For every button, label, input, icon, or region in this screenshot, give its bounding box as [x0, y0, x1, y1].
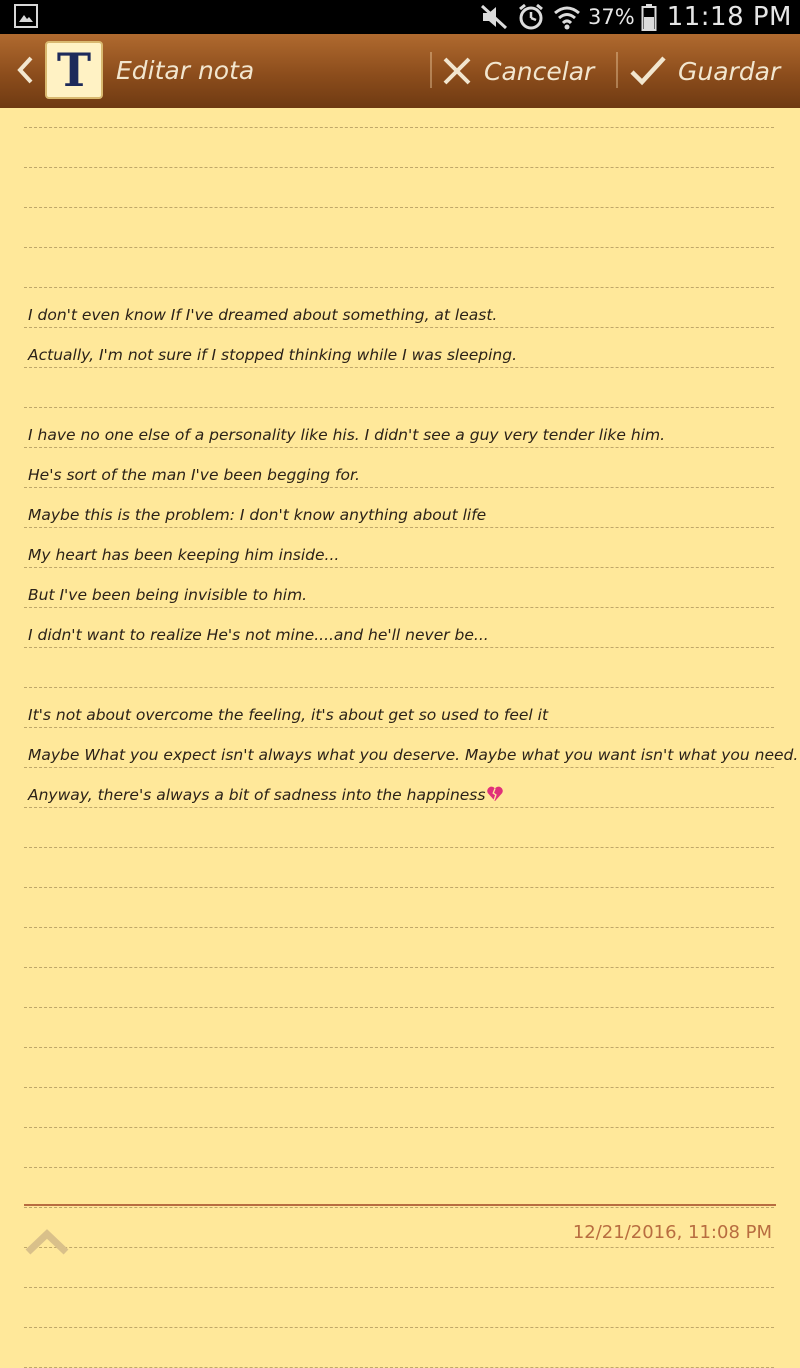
note-line[interactable] — [24, 488, 774, 528]
save-label: Guardar — [678, 56, 781, 86]
note-line-text: I didn't want to realize He's not mine....and he'll never be... — [28, 626, 489, 644]
note-line[interactable] — [24, 968, 774, 1008]
note-line[interactable] — [24, 88, 774, 128]
note-line[interactable] — [24, 1088, 774, 1128]
note-line[interactable] — [24, 608, 774, 648]
note-line[interactable] — [24, 568, 774, 608]
note-line[interactable] — [24, 808, 774, 848]
check-icon — [628, 54, 668, 88]
note-line[interactable] — [24, 1048, 774, 1088]
note-line[interactable] — [24, 688, 774, 728]
note-line[interactable] — [24, 848, 774, 888]
alarm-icon — [516, 2, 546, 32]
note-line-text: I don't even know If I've dreamed about something, at least. — [28, 306, 498, 324]
gallery-icon — [14, 4, 38, 28]
cancel-label: Cancelar — [484, 56, 595, 86]
note-line-text: Anyway, there's always a bit of sadness into the happiness — [28, 786, 504, 804]
toolbar-divider — [616, 52, 618, 88]
toolbar-divider — [430, 52, 432, 88]
note-line[interactable] — [24, 768, 774, 808]
note-line[interactable] — [24, 888, 774, 928]
chevron-up-icon[interactable] — [24, 1226, 70, 1256]
app-icon-letter: T — [56, 43, 92, 97]
note-line[interactable] — [24, 1128, 774, 1168]
clock: 11:18 PM — [666, 2, 792, 32]
note-line[interactable] — [24, 528, 774, 568]
status-indicators — [480, 0, 792, 34]
broken-heart-icon — [486, 786, 504, 802]
note-line[interactable] — [24, 408, 774, 448]
note-line[interactable] — [24, 168, 774, 208]
note-line-text: But I've been being invisible to him. — [28, 586, 308, 604]
note-editor[interactable] — [0, 108, 800, 1365]
note-line-text: I have no one else of a personality like his. I didn't see a guy very tender like him. — [28, 426, 665, 444]
note-line[interactable] — [24, 208, 774, 248]
note-line-text: He's sort of the man I've been begging for. — [28, 466, 360, 484]
note-line[interactable] — [24, 1328, 774, 1368]
battery-percent: 37% — [588, 5, 635, 29]
note-line-text: My heart has been keeping him inside... — [28, 546, 340, 564]
back-chevron-icon[interactable] — [14, 52, 36, 88]
note-line[interactable] — [24, 448, 774, 488]
mute-icon — [480, 3, 510, 31]
battery-icon — [641, 3, 657, 31]
note-line[interactable] — [24, 648, 774, 688]
wifi-icon — [552, 3, 582, 31]
note-timestamp: 12/21/2016, 11:08 PM — [572, 1222, 772, 1243]
note-line[interactable] — [24, 128, 774, 168]
page-title: Editar nota — [116, 56, 255, 85]
note-line[interactable] — [24, 328, 774, 368]
note-line[interactable] — [24, 288, 774, 328]
note-line[interactable] — [24, 928, 774, 968]
note-line[interactable] — [24, 1168, 774, 1208]
status-bar — [0, 0, 800, 34]
note-line[interactable] — [24, 368, 774, 408]
note-line[interactable] — [24, 1288, 774, 1328]
footer-rule — [24, 1204, 776, 1206]
note-line[interactable] — [24, 728, 799, 768]
note-line[interactable] — [24, 1008, 774, 1048]
note-line-text: Maybe this is the problem: I don't know anything about life — [28, 506, 487, 524]
note-line-text: It's not about overcome the feeling, it's about get so used to feel it — [28, 706, 549, 724]
close-icon — [440, 54, 474, 88]
note-line[interactable] — [24, 1248, 774, 1288]
note-line-text: Maybe What you expect isn't always what you deserve. Maybe what you want isn't what you need. — [28, 746, 799, 764]
note-line-text: Actually, I'm not sure if I stopped thinking while I was sleeping. — [28, 346, 518, 364]
note-line[interactable] — [24, 248, 774, 288]
